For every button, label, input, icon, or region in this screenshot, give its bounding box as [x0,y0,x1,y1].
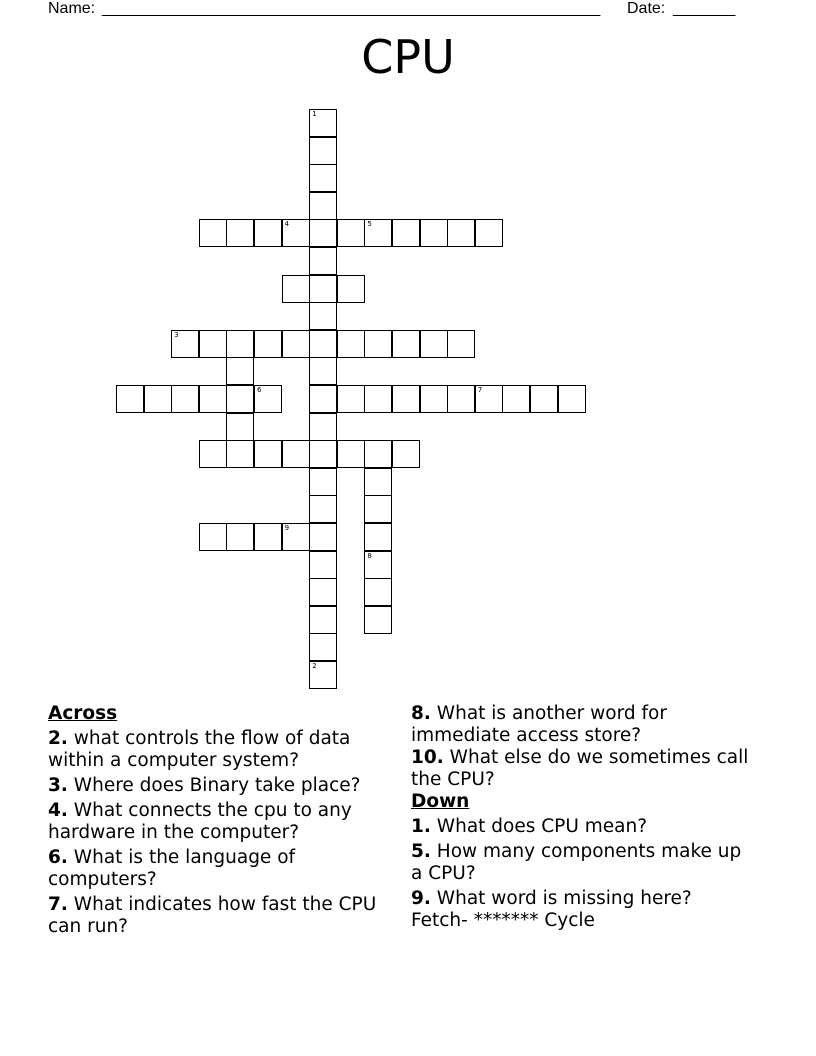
crossword-cell[interactable] [447,385,475,413]
crossword-cell[interactable] [226,385,254,413]
clues-column-left [48,703,393,938]
clue-down-9 [411,888,751,932]
clue-across-8 [411,703,751,747]
crossword-cell[interactable] [199,385,227,413]
clue-across-6 [48,847,393,891]
crossword-cell[interactable] [364,523,392,551]
clue-text: What else do we sometimes call the CPU? [411,747,749,790]
crossword-cell[interactable] [530,385,558,413]
crossword-cell[interactable] [309,661,337,689]
crossword-cell[interactable] [309,468,337,496]
across-heading: Across [48,703,118,724]
cell-number: 5 [367,220,372,229]
cell-number: 1 [312,110,317,118]
crossword-cell[interactable] [116,385,144,413]
crossword-cell[interactable] [309,523,337,551]
clue-number: 10. [411,747,444,768]
crossword-cell[interactable] [282,330,310,358]
crossword-cell[interactable] [254,385,282,413]
clue-number: 2. [48,728,68,749]
clue-number: 5. [411,841,431,862]
clue-across-4 [48,800,393,844]
crossword-cell[interactable] [226,357,254,385]
crossword-cell[interactable] [309,495,337,523]
crossword-cell[interactable] [309,137,337,165]
crossword-cell[interactable] [254,523,282,551]
crossword-cell[interactable] [282,440,310,468]
crossword-cell[interactable] [309,413,337,441]
cell-number: 3 [174,330,179,339]
crossword-cell[interactable] [254,330,282,358]
crossword-cell[interactable] [309,633,337,661]
crossword-cell[interactable] [199,523,227,551]
clue-across-3 [48,775,393,797]
cell-number: 9 [284,524,290,532]
cell-number: 7 [477,386,483,394]
clue-text: How many components make up a CPU? [411,841,742,884]
clue-number: 8. [411,703,431,724]
crossword-cell[interactable] [309,606,337,634]
crossword-cell[interactable] [475,219,503,247]
clue-across-2 [48,728,393,772]
clue-down-1 [411,816,751,838]
crossword-cell[interactable] [226,330,254,358]
clues-column-right [411,703,751,932]
clue-text: What connects the cpu to any hardware in the computer? [48,800,352,843]
crossword-cell[interactable] [475,385,503,413]
crossword-cell[interactable] [337,275,365,303]
crossword-cell[interactable] [309,357,337,385]
date-label: Date: [627,0,666,17]
clue-text: What is another word for immediate access store? [411,703,667,746]
crossword-cell[interactable] [309,275,337,303]
crossword-cell[interactable] [337,219,365,247]
crossword-cell[interactable] [309,164,337,192]
clue-text: What word is missing here? Fetch- ******* Cycle [411,888,692,931]
clue-text: What indicates how fast the CPU can run? [48,894,377,937]
crossword-cell[interactable] [309,551,337,579]
crossword-cell[interactable] [420,219,448,247]
page-title: CPU [361,30,455,84]
crossword-cell[interactable] [364,578,392,606]
crossword-cell[interactable] [226,523,254,551]
crossword-cell[interactable] [199,219,227,247]
clue-text: What does CPU mean? [436,816,648,837]
clue-number: 3. [48,775,68,796]
crossword-cell[interactable] [502,385,530,413]
clue-across-10 [411,747,751,791]
crossword-cell[interactable] [392,440,420,468]
crossword-cell[interactable] [254,219,282,247]
clue-text: What is the language of computers? [48,847,296,890]
clue-number: 6. [48,847,68,868]
cell-number: 4 [284,220,290,229]
cell-number: 6 [257,386,262,394]
crossword-cell[interactable] [364,606,392,634]
crossword-cell[interactable] [282,219,310,247]
crossword-cell[interactable] [364,468,392,496]
crossword-cell[interactable] [254,440,282,468]
crossword-cell[interactable] [364,330,392,358]
crossword-cell[interactable] [199,330,227,358]
clue-number: 9. [411,888,431,909]
crossword-cell[interactable] [309,302,337,330]
name-label: Name: [48,0,96,17]
crossword-cell[interactable] [282,275,310,303]
clue-across-7 [48,894,393,938]
crossword-cell[interactable] [226,440,254,468]
crossword-cell[interactable] [447,330,475,358]
crossword-cell[interactable] [309,247,337,275]
crossword-cell[interactable] [558,385,586,413]
clue-down-5 [411,841,751,885]
crossword-cell[interactable] [420,330,448,358]
crossword-cell[interactable] [171,385,199,413]
down-heading: Down [411,791,470,812]
name-field[interactable]: ________________________________________________________ [102,0,601,17]
crossword-cell[interactable] [282,523,310,551]
clue-text: Where does Binary take place? [73,775,361,796]
clue-number: 7. [48,894,68,915]
crossword-cell[interactable] [364,440,392,468]
crossword-cell[interactable] [337,440,365,468]
crossword-cell[interactable] [392,385,420,413]
crossword-cell[interactable] [447,219,475,247]
crossword-cell[interactable] [309,578,337,606]
crossword-cell[interactable] [364,495,392,523]
crossword-cell[interactable] [364,219,392,247]
clue-number: 4. [48,800,68,821]
crossword-cell[interactable] [420,385,448,413]
crossword-cell[interactable] [392,330,420,358]
crossword-cell[interactable] [309,192,337,220]
crossword-cell[interactable] [364,385,392,413]
crossword-cell[interactable] [309,219,337,247]
cell-number: 2 [312,662,317,670]
crossword-cell[interactable] [309,385,337,413]
crossword-cell[interactable] [392,219,420,247]
crossword-cell[interactable] [171,330,199,358]
crossword-cell[interactable] [226,219,254,247]
clue-number: 1. [411,816,431,837]
crossword-cell[interactable] [309,109,337,137]
crossword-cell[interactable] [364,551,392,579]
crossword-cell[interactable] [199,440,227,468]
crossword-cell[interactable] [144,385,172,413]
crossword-cell[interactable] [309,330,337,358]
crossword-cell[interactable] [337,330,365,358]
crossword-cell[interactable] [337,385,365,413]
date-field[interactable]: _______ [673,0,736,17]
clue-text: what controls the flow of data within a computer system? [48,728,351,771]
cell-number: 8 [367,551,372,560]
crossword-cell[interactable] [226,413,254,441]
crossword-cell[interactable] [309,440,337,468]
